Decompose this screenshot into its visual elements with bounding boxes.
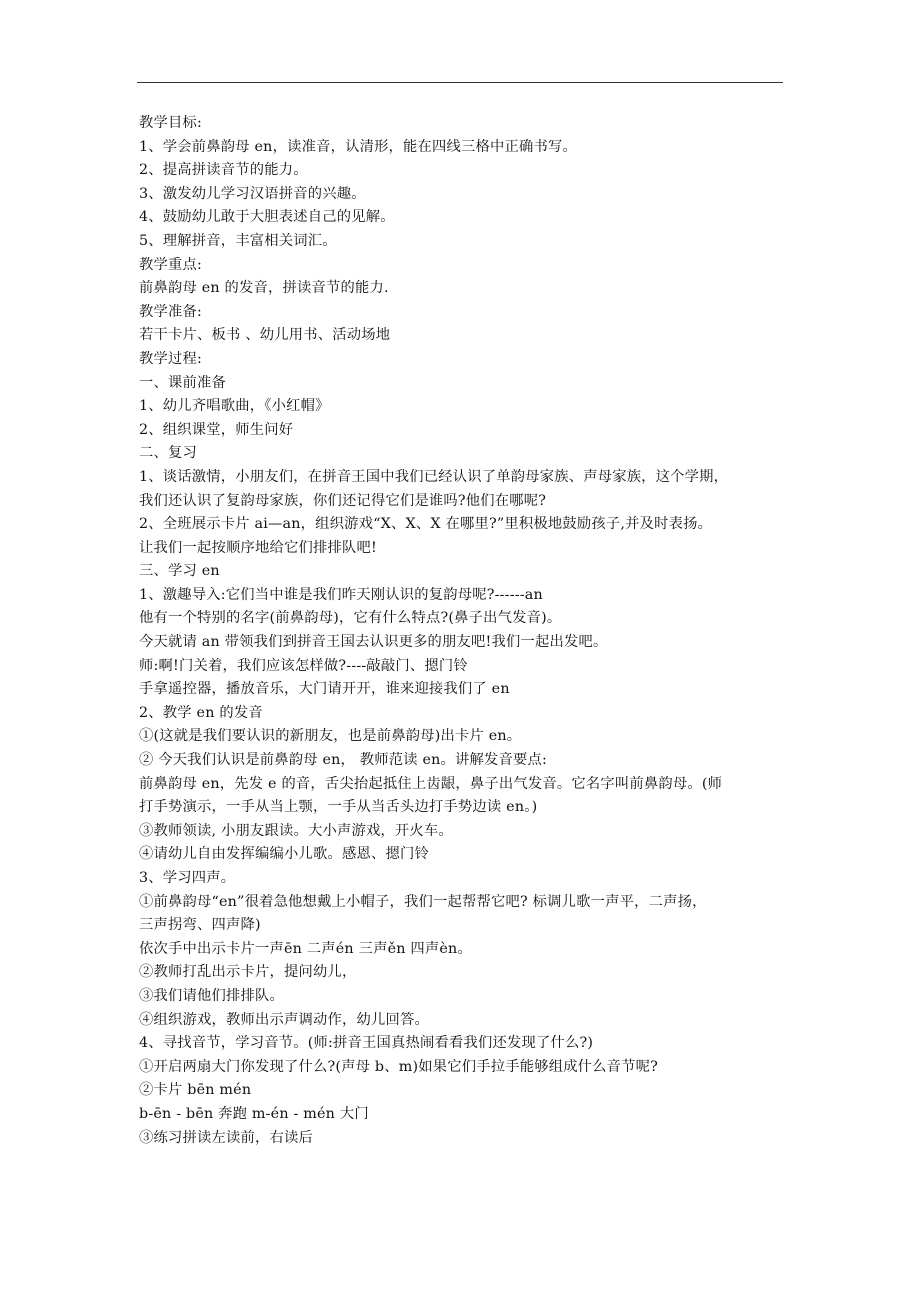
text-line: 2、提高拼读音节的能力。 [139, 162, 308, 179]
text-line: 依次手中出示卡片一声ēn 二声én 三声ěn 四声èn。 [139, 940, 472, 957]
text-line: 我们还认识了复韵母家族，你们还记得它们是谁吗?他们在哪呢? [139, 492, 547, 509]
text-line: ①(这就是我们要认识的新朋友，也是前鼻韵母)出卡片 en。 [139, 728, 522, 745]
text-line: b-ēn - bēn 奔跑 m-én - mén 大门 [139, 1105, 369, 1122]
text-line: ③练习拼读左读前，右读后 [139, 1129, 313, 1146]
text-line: ④组织游戏，教师出示声调动作，幼儿回答。 [139, 1011, 429, 1028]
text-line: 让我们一起按顺序地给它们排排队吧! [139, 539, 377, 556]
text-line: 一、课前准备 [139, 374, 226, 391]
document-body [139, 112, 799, 1150]
text-line: ②教师打乱出示卡片，提问幼儿， [139, 964, 357, 981]
text-line: 1、激趣导入:它们当中谁是我们昨天刚认识的复韵母呢?------an [139, 586, 543, 603]
text-line: ①开启两扇大门你发现了什么?(声母 b、m)如果它们手拉手能够组成什么音节呢? [139, 1058, 659, 1075]
text-line: 1、谈话激情，小朋友们，在拼音王国中我们已经认识了单韵母家族、声母家族，这个学期， [139, 468, 729, 485]
text-line: ①前鼻韵母“en”很着急他想戴上小帽子，我们一起帮帮它吧? 标调儿歌一声平，二声扬， [139, 893, 707, 910]
text-line: 今天就请 an 带领我们到拼音王国去认识更多的朋友吧!我们一起出发吧。 [139, 634, 608, 651]
text-line: 教学目标: [139, 115, 203, 131]
text-line: ④请幼儿自由发挥编编小儿歌。感恩、摁门铃 [139, 846, 429, 863]
text-line: 5、理解拼音，丰富相关词汇。 [139, 232, 337, 249]
text-line: 2、全班展示卡片 ai—an，组织游戏“X、X、X 在哪里?”里积极地鼓励孩子,并及时表扬。 [139, 516, 713, 533]
text-line: 手拿遥控器，播放音乐，大门请开开，谁来迎接我们了 en [139, 681, 510, 698]
text-line: 1、学会前鼻韵母 en，读准音，认清形，能在四线三格中正确书写。 [139, 138, 578, 155]
text-line: 3、激发幼儿学习汉语拼音的兴趣。 [139, 185, 366, 202]
text-line: ② 今天我们认识是前鼻韵母 en， 教师范读 en。讲解发音要点: [139, 752, 548, 769]
text-line: 4、鼓励幼儿敢于大胆表述自己的见解。 [139, 209, 395, 226]
text-line: ③教师领读, 小朋友跟读。大小声游戏，开火车。 [139, 822, 453, 839]
text-line: 教学过程: [139, 350, 203, 367]
text-line: 师:啊!门关着，我们应该怎样做?----敲敲门、摁门铃 [139, 657, 468, 674]
text-line: 二、复习 [139, 445, 197, 462]
text-line: 前鼻韵母 en 的发音，拼读音节的能力. [139, 280, 389, 297]
text-line: ③我们请他们排排队。 [139, 987, 284, 1004]
text-line: 3、学习四声。 [139, 870, 236, 886]
text-line: 2、教学 en 的发音 [139, 704, 263, 721]
text-line: 打手势演示，一手从当上颚，一手从当舌头边打手势边读 en。) [139, 799, 538, 816]
text-line: 三、学习 en [139, 563, 220, 580]
text-line: 若干卡片、板书 、幼儿用书、活动场地 [139, 327, 391, 344]
text-line: ②卡片 bēn mén [139, 1082, 252, 1099]
text-line: 三声拐弯、四声降) [139, 917, 261, 934]
text-line: 教学重点: [139, 256, 203, 273]
text-line: 2、组织课堂，师生问好 [139, 421, 294, 438]
text-line: 他有一个特别的名字(前鼻韵母)，它有什么特点?(鼻子出气发音)。 [139, 610, 562, 627]
header-rule [137, 82, 783, 83]
text-line: 4、寻找音节，学习音节。(师:拼音王国真热闹看看我们还发现了什么?) [139, 1035, 594, 1052]
text-line: 1、幼儿齐唱歌曲，《小红帽》 [139, 398, 330, 415]
text-line: 教学准备: [139, 303, 203, 320]
text-line: 前鼻韵母 en，先发 e 的音，舌尖抬起抵住上齿龈，鼻子出气发音。它名字叫前鼻韵母。(师 [139, 775, 723, 792]
